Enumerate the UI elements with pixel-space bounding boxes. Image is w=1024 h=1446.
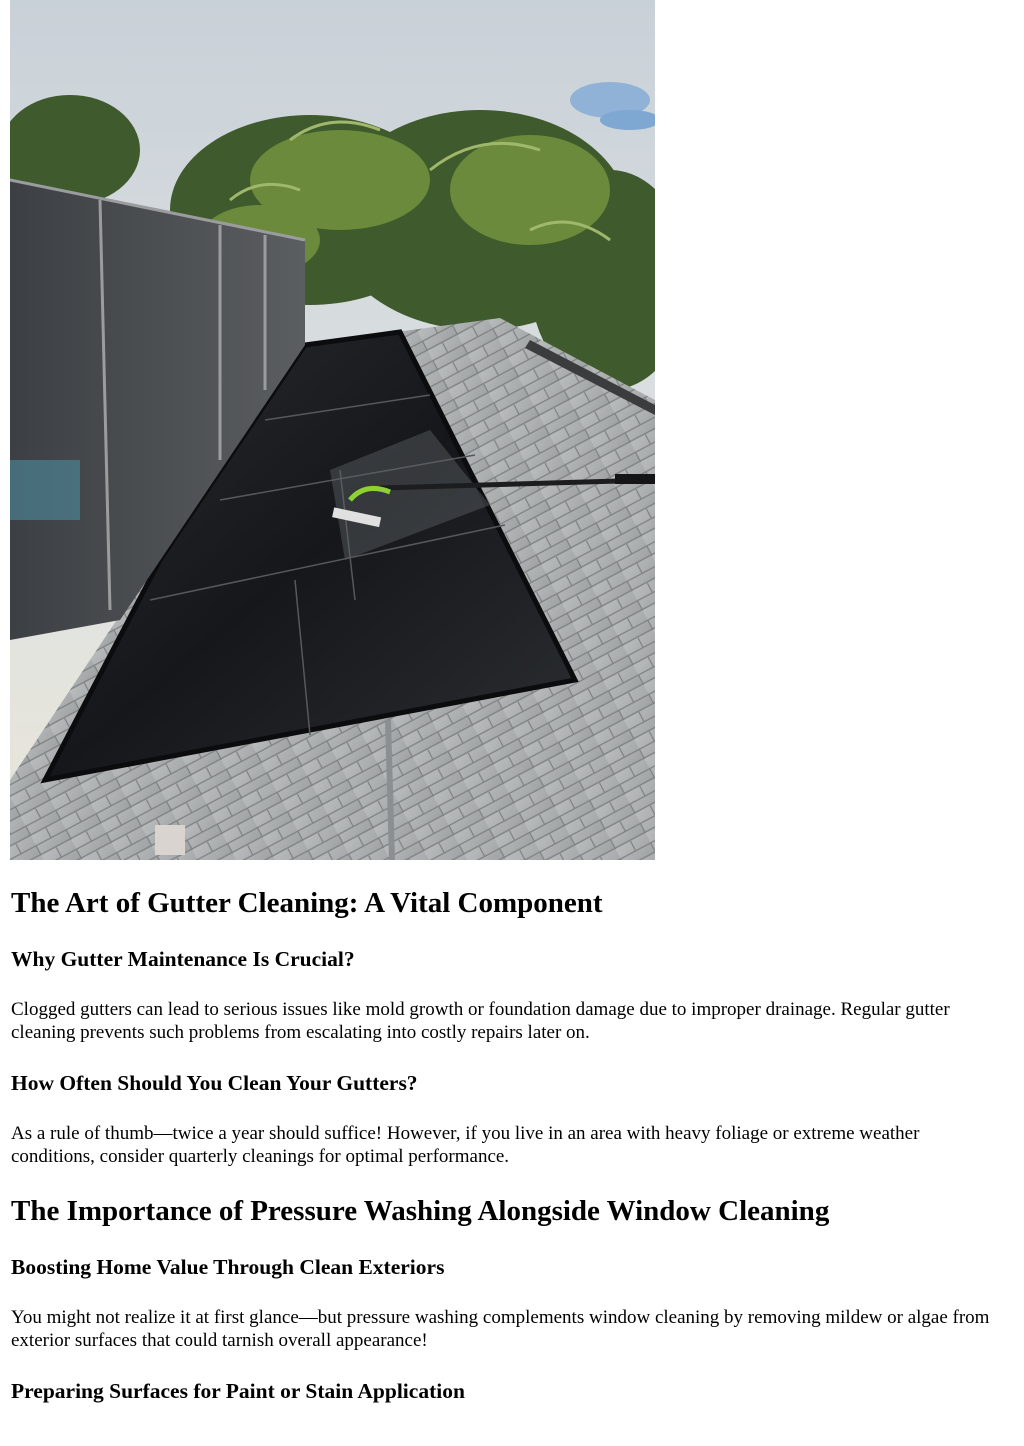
subsection-heading: Why Gutter Maintenance Is Crucial?: [11, 947, 355, 971]
section-heading: The Art of Gutter Cleaning: A Vital Component: [11, 887, 603, 919]
section-heading: The Importance of Pressure Washing Alongside Window Cleaning: [11, 1195, 830, 1227]
paragraph: Clogged gutters can lead to serious issues like mold growth or foundation damage due to improper drainage. Regular gutter cleaning prevents such problems from escalating into costly repairs later on.: [11, 999, 950, 1043]
subsection-heading: How Often Should You Clean Your Gutters?: [11, 1071, 418, 1095]
solar-panel-photo: [10, 0, 655, 860]
subsection-heading: Boosting Home Value Through Clean Exteriors: [11, 1255, 445, 1279]
hero-image: [10, 0, 655, 860]
paragraph: You might not realize it at first glance—but pressure washing complements window cleaning by removing mildew or algae from exterior surfaces that could tarnish overall appearance!: [11, 1307, 990, 1351]
subsection-heading: Preparing Surfaces for Paint or Stain Application: [11, 1379, 465, 1403]
paragraph: As a rule of thumb—twice a year should suffice! However, if you live in an area with heavy foliage or extreme weather conditions, consider quarterly cleanings for optimal performance.: [11, 1123, 920, 1167]
